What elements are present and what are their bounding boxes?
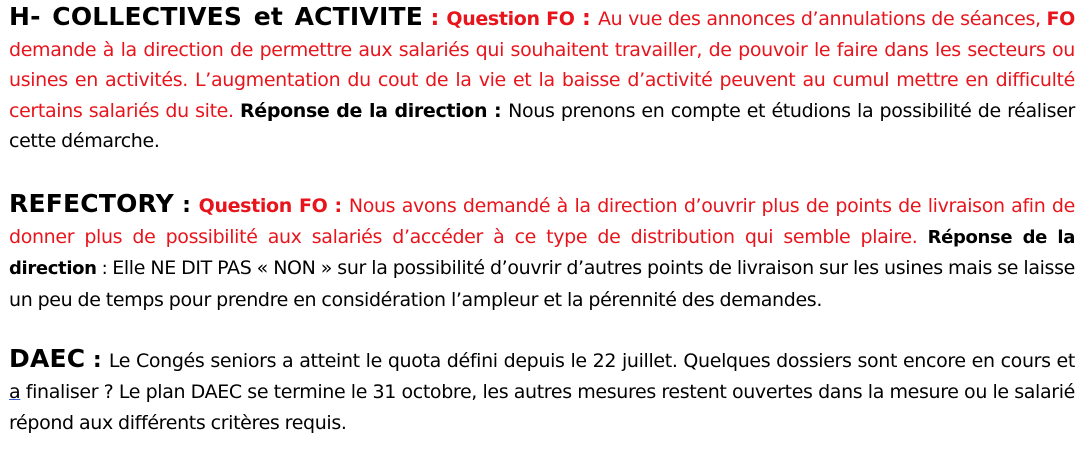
section-refectory [9,189,1075,315]
question-text-part2: demande à la direction de permettre aux salariés qui souhaitent travailler, de pouvoir le faire dans les secteurs ou usines en activités. L’augmentation du cout de la vie et la baisse d’activité peuvent au cumul mettre en difficulté certains salariés du site. [9,38,1075,122]
section-heading-collectives: H- COLLECTIVES et ACTIVITE [9,2,424,31]
daec-text-part1: Le Congés seniors a atteint le quota défini depuis le 22 juillet. Quelques dossiers sont encore en cours et [108,350,1075,373]
response-label: Réponse de la direction [9,226,1075,280]
daec-text-part2: finaliser ? Le plan DAEC se termine le 31 octobre, les autres mesures restent ouvertes dans la mesure ou le salarié répond aux différents critères requis. [9,380,1075,434]
section-heading-refectory: REFECTORY [9,188,174,218]
response-colon: : [96,258,113,280]
question-fo-label: Question FO [446,8,575,30]
response-label: Réponse de la direction [240,99,488,122]
question-colon: : [574,6,598,31]
section-collectives-activite [9,2,1075,157]
heading-colon: : [173,192,199,218]
response-text: Elle NE DIT PAS « NON » sur la possibilité d’ouvrir d’autres points de livraison sur les usines mais se laisse un peu de temps pour prendre en considération l’ampleur et la pérennité des demandes. [9,257,1075,311]
fo-abbreviation: FO [1046,8,1075,30]
heading-colon: : [85,348,109,374]
question-text: Nous avons demandé à la direction d’ouvrir plus de points de livraison afin de donner plus de possibilité aux salariés d’accéder à ce type de distribution qui semble plaire. [9,194,1075,248]
question-fo-label: Question FO [198,194,328,217]
question-text-part1: Au vue des annonces d’annulations de séances, [597,8,1047,30]
question-colon: : [327,194,349,217]
response-text: Nous prenons en compte et étudions la possibilité de réaliser cette démarche. [9,99,1076,153]
heading-colon: : [423,6,447,31]
section-daec [9,344,1075,438]
response-colon: : [487,99,509,122]
section-heading-daec: DAEC [9,344,86,374]
underlined-a: a [9,380,21,403]
